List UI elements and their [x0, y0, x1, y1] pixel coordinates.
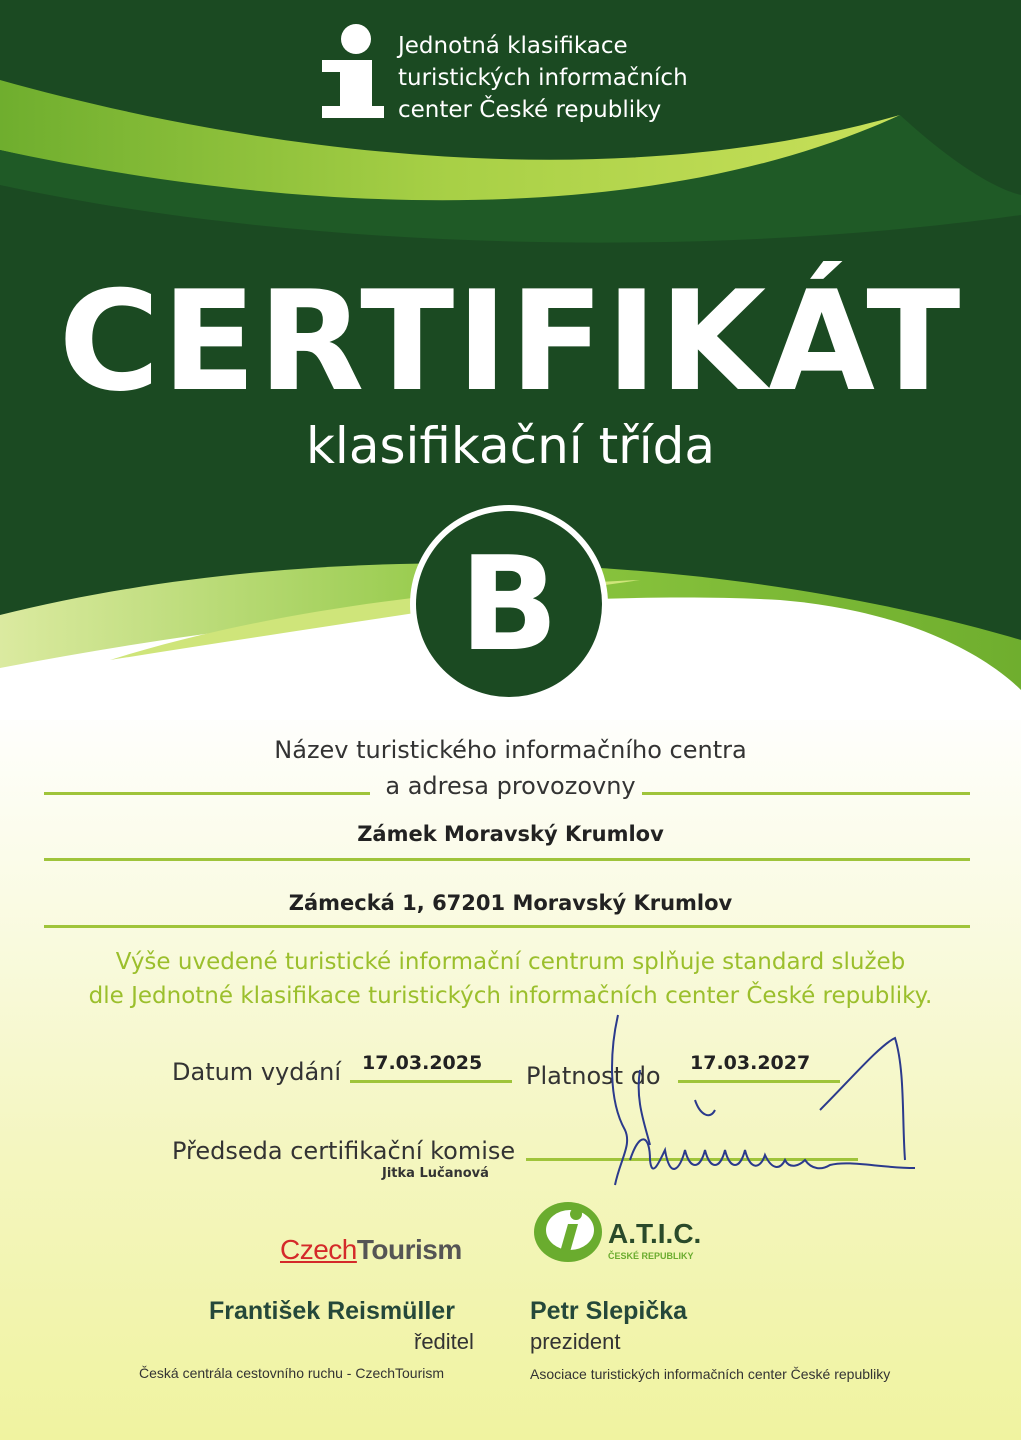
- validity-label: Platnost do: [526, 1062, 661, 1090]
- certificate-subtitle: klasifikační třída: [305, 417, 716, 475]
- standard-text-line-2: dle Jednotné klasifikace turistických informačních center České republiky.: [88, 983, 933, 1009]
- signatory-1-role: ředitel: [414, 1329, 474, 1354]
- class-badge: [410, 505, 608, 703]
- center-address: Zámecká 1, 67201 Moravský Krumlov: [288, 891, 733, 915]
- info-i-icon: [318, 22, 384, 120]
- issue-date-label: Datum vydání: [172, 1058, 342, 1086]
- header-line-2: turistických informačních: [398, 65, 688, 91]
- center-name: Zámek Moravský Krumlov: [357, 822, 664, 846]
- issue-date-value: 17.03.2025: [362, 1052, 483, 1074]
- atic-logo-subtext: ČESKÉ REPUBLIKY: [608, 1251, 694, 1261]
- divider-line: [350, 1080, 512, 1083]
- divider-line: [44, 858, 970, 861]
- signatory-2-role: prezident: [530, 1329, 621, 1354]
- czechtourism-logo-part1: Czech: [280, 1234, 357, 1265]
- certificate-title: CERTIFIKÁT: [58, 261, 963, 422]
- chair-name: Jitka Lučanová: [382, 1166, 489, 1181]
- header-line-3: center České republiky: [398, 97, 662, 123]
- center-label-line-2: a adresa provozovny: [385, 772, 636, 800]
- standard-text-line-1: Výše uvedené turistické informační centrum splňuje standard služeb: [115, 949, 906, 975]
- czechtourism-logo: [280, 1234, 462, 1266]
- header-line-1: Jednotná klasifikace: [398, 33, 628, 59]
- divider-line: [642, 792, 970, 795]
- divider-line: [44, 925, 970, 928]
- signature: [590, 1010, 930, 1200]
- czechtourism-logo-part2: Tourism: [356, 1234, 462, 1265]
- signatory-1-name: František Reismüller: [209, 1297, 455, 1325]
- validity-value: 17.03.2027: [690, 1052, 811, 1074]
- atic-logo-icon: [530, 1190, 610, 1270]
- signatory-2-name: Petr Slepička: [530, 1297, 688, 1325]
- signatory-1-org: Česká centrála cestovního ruchu - CzechTourism: [139, 1365, 445, 1381]
- chair-label: Předseda certifikační komise: [172, 1137, 516, 1165]
- class-letter: B: [416, 511, 602, 697]
- signatory-2-org: Asociace turistických informačních center České republiky: [530, 1366, 891, 1382]
- atic-logo-text: A.T.I.C.: [608, 1218, 702, 1249]
- center-label-line-1: Název turistického informačního centra: [274, 736, 747, 764]
